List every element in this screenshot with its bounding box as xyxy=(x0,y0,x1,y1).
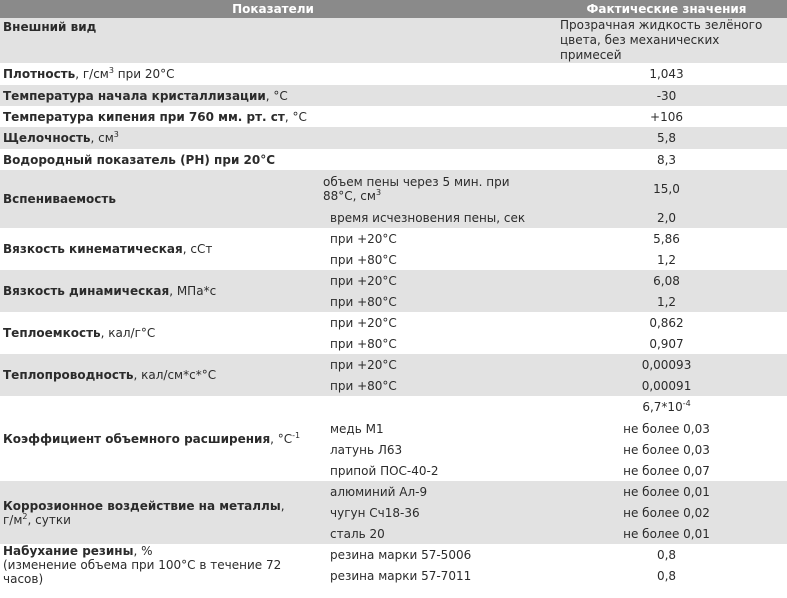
row-value: 15,0 xyxy=(546,170,787,207)
row-name: Вязкость кинематическая, сСт xyxy=(0,228,310,270)
row-condition: резина марки 57-5006 xyxy=(310,544,546,565)
row-condition: медь М1 xyxy=(310,418,546,439)
header-actual-values: Фактические значения xyxy=(546,0,787,18)
row-value: 1,043 xyxy=(546,63,787,85)
table-row xyxy=(0,63,787,85)
row-name: Коррозионное воздействие на металлы, $г/м^2$, сутки xyxy=(0,481,310,544)
row-condition: алюминий Ал-9 xyxy=(310,481,546,502)
row-condition: при +80°С xyxy=(310,375,546,396)
row-name: Теплоемкость, кал/г°С xyxy=(0,312,310,354)
row-name: Водородный показатель (PH) при 20°С xyxy=(0,149,546,170)
row-condition: чугун Сч18-36 xyxy=(310,502,546,523)
row-value: 8,3 xyxy=(546,149,787,170)
row-name: Вязкость динамическая, МПа*с xyxy=(0,270,310,312)
header-indicators: Показатели xyxy=(0,0,546,18)
row-value: -30 xyxy=(546,85,787,106)
row-value: не более 0,03 xyxy=(546,418,787,439)
table-row xyxy=(0,170,787,207)
row-value: не более 0,07 xyxy=(546,460,787,481)
row-value: 0,00093 xyxy=(546,354,787,375)
row-value: 5,86 xyxy=(546,228,787,249)
row-value: Прозрачная жидкость зелёного цвета, без механических примесей xyxy=(546,18,787,63)
row-name: Щелочность, $см^3$ xyxy=(0,127,546,149)
row-condition: при +80°С xyxy=(310,249,546,270)
row-name: Температура кипения при 760 мм. рт. ст, °С xyxy=(0,106,546,127)
row-value: 0,8 xyxy=(546,565,787,586)
row-value: не более 0,02 xyxy=(546,502,787,523)
table-row xyxy=(0,396,787,418)
row-value: 5,8 xyxy=(546,127,787,149)
row-value: не более 0,01 xyxy=(546,481,787,502)
row-value: 6,08 xyxy=(546,270,787,291)
row-value: 1,2 xyxy=(546,291,787,312)
row-name: Температура начала кристаллизации, °С xyxy=(0,85,546,106)
row-condition: при +20°С xyxy=(310,354,546,375)
table-row xyxy=(0,228,787,249)
table-row xyxy=(0,544,787,565)
row-condition xyxy=(310,396,546,418)
table-row xyxy=(0,85,787,106)
row-condition: резина марки 57-7011 xyxy=(310,565,546,586)
row-condition: при +80°С xyxy=(310,333,546,354)
row-value: не более 0,01 xyxy=(546,523,787,544)
row-name: Внешний вид xyxy=(0,18,546,63)
row-condition: латунь Л63 xyxy=(310,439,546,460)
table-row xyxy=(0,312,787,333)
row-condition: объем пены через 5 мин. при 88°С, $см^3$ xyxy=(310,170,546,207)
row-condition: при +20°С xyxy=(310,312,546,333)
table-header xyxy=(0,0,787,18)
row-value: +106 xyxy=(546,106,787,127)
table-row xyxy=(0,149,787,170)
table-row xyxy=(0,127,787,149)
row-value: 0,8 xyxy=(546,544,787,565)
row-condition: припой ПОС-40-2 xyxy=(310,460,546,481)
row-name: Теплопроводность, кал/см*с*°С xyxy=(0,354,310,396)
row-name: Набухание резины, % (изменение объема при 100°С в течение 72 часов) xyxy=(0,544,310,586)
row-value: 0,907 xyxy=(546,333,787,354)
row-condition: при +20°С xyxy=(310,228,546,249)
row-condition: при +80°С xyxy=(310,291,546,312)
row-condition: сталь 20 xyxy=(310,523,546,544)
row-value: 1,2 xyxy=(546,249,787,270)
row-value: не более 0,03 xyxy=(546,439,787,460)
table-row xyxy=(0,481,787,502)
row-value: $6,7*10^{-4}$ xyxy=(546,396,787,418)
row-condition: при +20°С xyxy=(310,270,546,291)
row-condition: время исчезновения пены, сек xyxy=(310,207,546,228)
row-name: Плотность, $г/см^3$ при 20°С xyxy=(0,63,546,85)
row-value: 2,0 xyxy=(546,207,787,228)
row-name: Коэффициент объемного расширения, $^\circ С^{-1}$ xyxy=(0,396,310,481)
row-value: 0,862 xyxy=(546,312,787,333)
table-row xyxy=(0,18,787,63)
table-row xyxy=(0,106,787,127)
table-row xyxy=(0,354,787,375)
row-value: 0,00091 xyxy=(546,375,787,396)
table-row xyxy=(0,270,787,291)
row-name: Вспениваемость xyxy=(0,170,310,228)
